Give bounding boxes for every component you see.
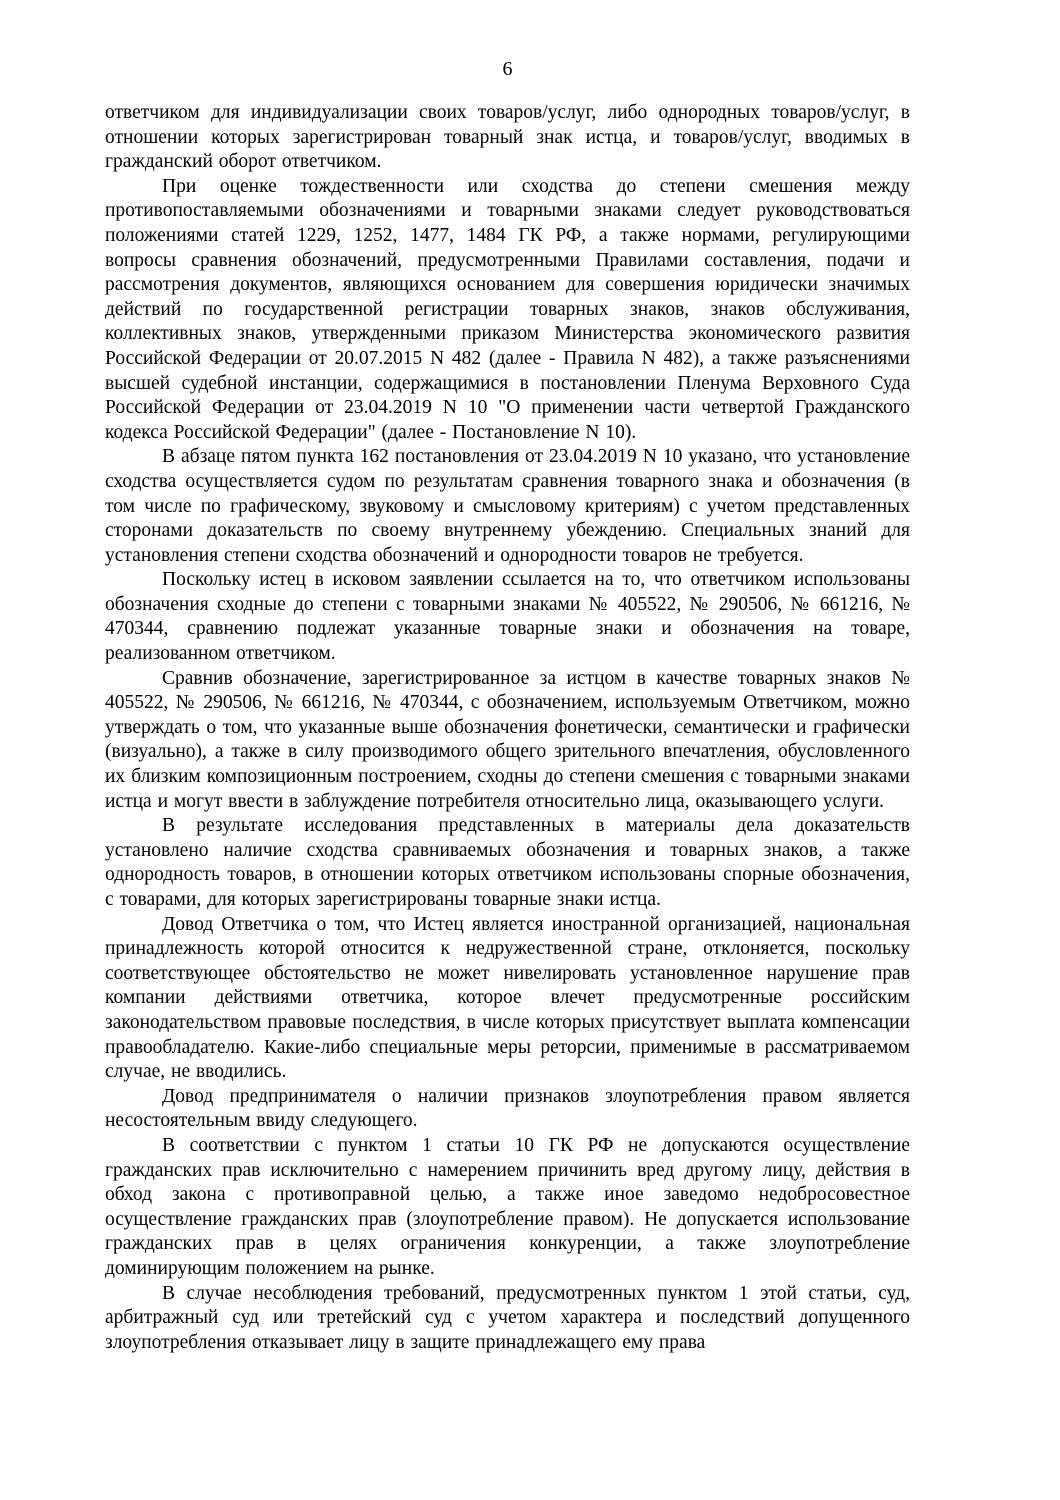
paragraph: При оценке тождественности или сходства до степени смешения между противопоставляемыми обозначениями и товарными знаками следует руководствоваться положениями статей 1229, 1252, 1477, 1484 ГК РФ, а также нормами, регулирующими вопросы сравнения обозначений, предусмотренными Правилами составления, подачи и рассмотрения документов, являющихся основанием для совершения юридически значимых действий по государственной регистрации товарных знаков, знаков обслуживания, коллективных знаков, утвержденными приказом Министерства экономического развития Российской Федерации от 20.07.2015 N 482 (далее - Правила N 482), а также разъяснениями высшей судебной инстанции, содержащимися в постановлении Пленума Верховного Суда Российской Федерации от 23.04.2019 N 10 "О применении части четвертой Гражданского кодекса Российской Федерации" (далее - Постановление N 10). (105, 175, 910, 443)
paragraph: В абзаце пятом пункта 162 постановления от 23.04.2019 N 10 указано, что установление сходства осуществляется судом по результатам сравнения товарного знака и обозначения (в том числе по графическому, звуковому и смысловому критериям) с учетом представленных сторонами доказательств по своему внутреннему убеждению. Специальных знаний для установления степени сходства обозначений и однородности товаров не требуется. (105, 446, 910, 566)
paragraph: В результате исследования представленных в материалы дела доказательств установлено наличие сходства сравниваемых обозначения и товарных знаков, а также однородность товаров, в отношении которых ответчиком использованы спорные обозначения, с товарами, для которых зарегистрированы товарные знаки истца. (105, 815, 910, 910)
paragraph: Поскольку истец в исковом заявлении ссылается на то, что ответчиком использованы обозначения сходные до степени с товарными знаками № 405522, № 290506, № 661216, № 470344, сравнению подлежат указанные товарные знаки и обозначения на товаре, реализованном ответчиком. (105, 569, 910, 665)
paragraph: Довод Ответчика о том, что Истец является иностранной организацией, национальная принадлежность которой относится к недружественной стране, отклоняется, поскольку соответствующее обстоятельство не может нивелировать установленное нарушение прав компании действиями ответчика, которое влечет предусмотренные российским законодательством правовые последствия, в числе которых присутствует выплата компенсации правообладателю. Какие-либо специальные меры реторсии, применимые в рассматриваемом случае, не вводились. (105, 913, 910, 1083)
paragraph: В соответствии с пунктом 1 статьи 10 ГК РФ не допускаются осуществление гражданских прав исключительно с намерением причинить вред другому лицу, действия в обход закона с противоправной целью, а также иное заведомо недобросовестное осуществление гражданских прав (злоупотребление правом). Не допускается использование гражданских прав в целях ограничения конкуренции, а также злоупотребление доминирующим положением на рынке. (105, 1134, 910, 1279)
page-number: 6 (502, 58, 513, 80)
paragraph-continuation: ответчиком для индивидуализации своих товаров/услуг, либо однородных товаров/услуг, в отношении которых зарегистрирован товарный знак истца, и товаров/услуг, вводимых в гражданский оборот ответчиком. (105, 102, 910, 173)
paragraph: Довод предпринимателя о наличии признаков злоупотребления правом является несостоятельным ввиду следующего. (105, 1085, 910, 1132)
paragraph: В случае несоблюдения требований, предусмотренных пунктом 1 этой статьи, суд, арбитражный суд или третейский суд с учетом характера и последствий допущенного злоупотребления отказывает лицу в защите принадлежащего ему права (105, 1282, 910, 1353)
document-body (105, 101, 910, 1355)
paragraph: Сравнив обозначение, зарегистрированное за истцом в качестве товарных знаков № 405522, № 290506, № 661216, № 470344, с обозначением, используемым Ответчиком, можно утверждать о том, что указанные выше обозначения фонетически, семантически и графически (визуально), а также в силу производимого общего зрительного впечатления, обусловленного их близким композиционным построением, сходны до степени смешения с товарными знаками истца и могут ввести в заблуждение потребителя относительно лица, оказывающего услуги. (105, 667, 910, 812)
